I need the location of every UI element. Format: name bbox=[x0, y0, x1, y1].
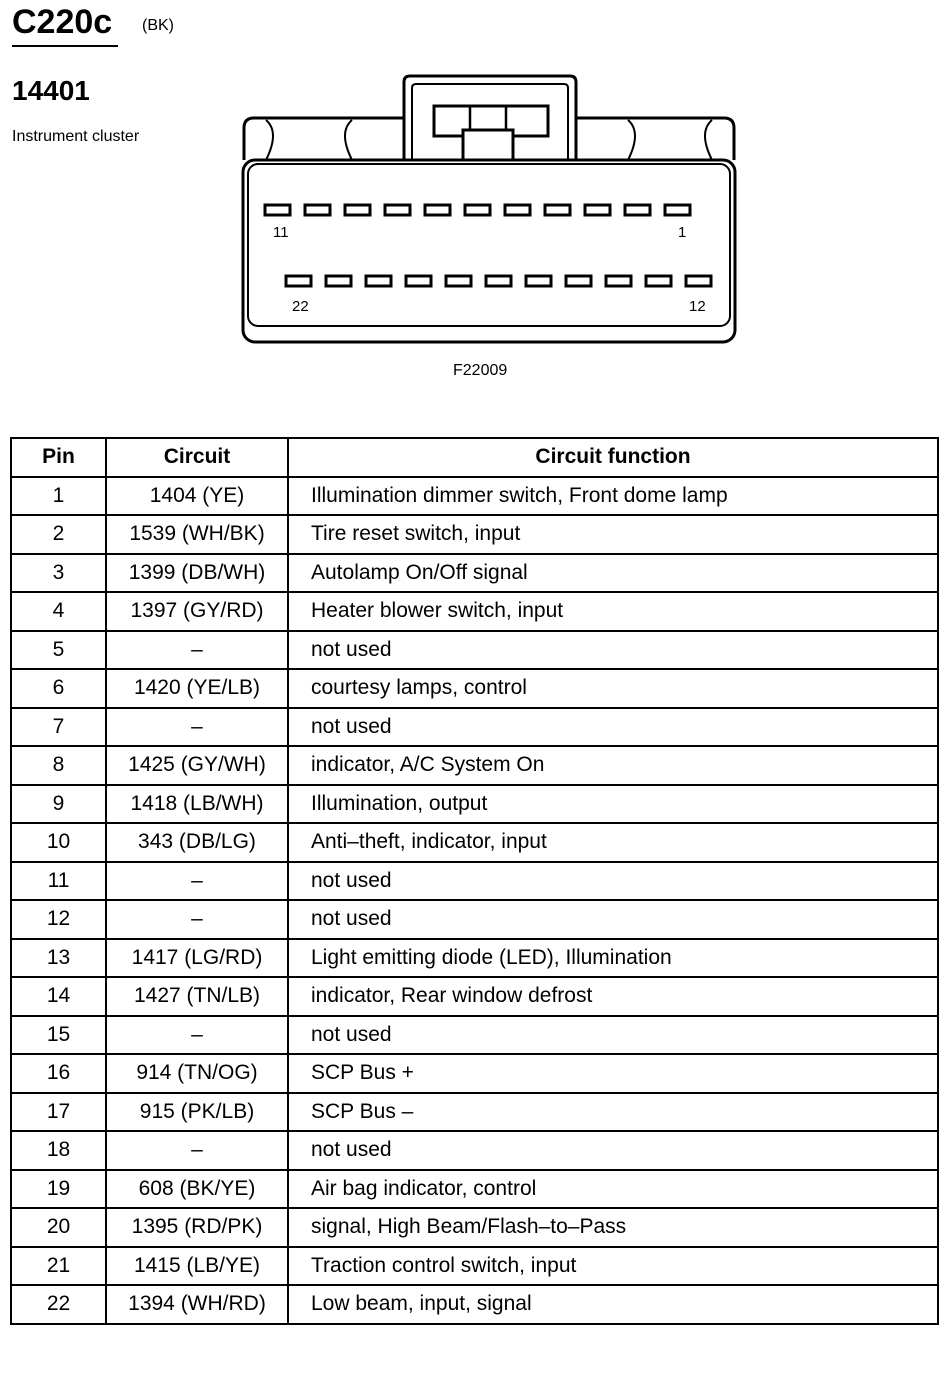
circuit-cell: 1417 (LG/RD) bbox=[106, 939, 288, 978]
pin-cell: 19 bbox=[11, 1170, 106, 1209]
table-row bbox=[11, 785, 938, 824]
circuit-cell: 1415 (LB/YE) bbox=[106, 1247, 288, 1286]
table-row bbox=[11, 554, 938, 593]
function-cell: signal, High Beam/Flash–to–Pass bbox=[288, 1208, 938, 1247]
pin-label-12: 12 bbox=[689, 298, 706, 315]
table-row bbox=[11, 1054, 938, 1093]
connector-color: (BK) bbox=[142, 17, 174, 34]
part-number: 14401 bbox=[12, 75, 90, 106]
function-cell: not used bbox=[288, 1016, 938, 1055]
function-cell: Air bag indicator, control bbox=[288, 1170, 938, 1209]
function-cell: SCP Bus + bbox=[288, 1054, 938, 1093]
function-cell: SCP Bus – bbox=[288, 1093, 938, 1132]
circuit-cell: – bbox=[106, 862, 288, 901]
circuit-cell: 1395 (RD/PK) bbox=[106, 1208, 288, 1247]
pin-cell: 20 bbox=[11, 1208, 106, 1247]
circuit-cell: 1539 (WH/BK) bbox=[106, 515, 288, 554]
circuit-cell: 1399 (DB/WH) bbox=[106, 554, 288, 593]
circuit-cell: – bbox=[106, 708, 288, 747]
table-row bbox=[11, 823, 938, 862]
pin-cell: 4 bbox=[11, 592, 106, 631]
table-row bbox=[11, 708, 938, 747]
figure-id: F22009 bbox=[453, 362, 508, 379]
table-row bbox=[11, 1131, 938, 1170]
circuit-cell: – bbox=[106, 900, 288, 939]
pin-cell: 13 bbox=[11, 939, 106, 978]
circuit-cell: 914 (TN/OG) bbox=[106, 1054, 288, 1093]
table-row bbox=[11, 669, 938, 708]
table-row bbox=[11, 746, 938, 785]
circuit-cell: 915 (PK/LB) bbox=[106, 1093, 288, 1132]
pin-cell: 8 bbox=[11, 746, 106, 785]
function-cell: not used bbox=[288, 900, 938, 939]
pin-cell: 1 bbox=[11, 477, 106, 516]
table-row bbox=[11, 1208, 938, 1247]
function-cell: Illumination, output bbox=[288, 785, 938, 824]
function-cell: not used bbox=[288, 862, 938, 901]
top-row-pins bbox=[265, 205, 690, 215]
function-cell: Anti–theft, indicator, input bbox=[288, 823, 938, 862]
circuit-cell: 1427 (TN/LB) bbox=[106, 977, 288, 1016]
circuit-cell: 1425 (GY/WH) bbox=[106, 746, 288, 785]
pin-cell: 12 bbox=[11, 900, 106, 939]
title-underline bbox=[12, 45, 118, 47]
function-cell: Low beam, input, signal bbox=[288, 1285, 938, 1324]
table-row bbox=[11, 515, 938, 554]
table-row bbox=[11, 977, 938, 1016]
pin-cell: 16 bbox=[11, 1054, 106, 1093]
pin-label-11: 11 bbox=[273, 224, 289, 241]
circuit-cell: 343 (DB/LG) bbox=[106, 823, 288, 862]
function-cell: indicator, Rear window defrost bbox=[288, 977, 938, 1016]
circuit-cell: 1394 (WH/RD) bbox=[106, 1285, 288, 1324]
pin-cell: 17 bbox=[11, 1093, 106, 1132]
table-row bbox=[11, 939, 938, 978]
circuit-cell: – bbox=[106, 1016, 288, 1055]
component-description: Instrument cluster bbox=[12, 128, 140, 145]
table-row bbox=[11, 1247, 938, 1286]
table-row bbox=[11, 1170, 938, 1209]
circuit-cell: – bbox=[106, 1131, 288, 1170]
function-cell: not used bbox=[288, 708, 938, 747]
pin-cell: 5 bbox=[11, 631, 106, 670]
pin-cell: 21 bbox=[11, 1247, 106, 1286]
pin-cell: 15 bbox=[11, 1016, 106, 1055]
bottom-row-pins bbox=[286, 276, 711, 286]
pin-cell: 10 bbox=[11, 823, 106, 862]
circuit-cell: 1418 (LB/WH) bbox=[106, 785, 288, 824]
table-row bbox=[11, 631, 938, 670]
table-row bbox=[11, 477, 938, 516]
pin-cell: 7 bbox=[11, 708, 106, 747]
connector-id: C220c bbox=[12, 3, 113, 41]
circuit-cell: 1420 (YE/LB) bbox=[106, 669, 288, 708]
pin-cell: 6 bbox=[11, 669, 106, 708]
pin-cell: 18 bbox=[11, 1131, 106, 1170]
table-row bbox=[11, 900, 938, 939]
header-function: Circuit function bbox=[288, 438, 938, 477]
header-circuit: Circuit bbox=[106, 438, 288, 477]
pin-cell: 22 bbox=[11, 1285, 106, 1324]
pin-cell: 11 bbox=[11, 862, 106, 901]
function-cell: Traction control switch, input bbox=[288, 1247, 938, 1286]
pin-cell: 9 bbox=[11, 785, 106, 824]
pin-label-22: 22 bbox=[292, 298, 309, 315]
function-cell: not used bbox=[288, 1131, 938, 1170]
connector-face-diagram bbox=[240, 72, 740, 347]
pin-cell: 3 bbox=[11, 554, 106, 593]
circuit-cell: – bbox=[106, 631, 288, 670]
function-cell: courtesy lamps, control bbox=[288, 669, 938, 708]
header-pin: Pin bbox=[11, 438, 106, 477]
circuit-cell: 1404 (YE) bbox=[106, 477, 288, 516]
table-row bbox=[11, 1016, 938, 1055]
table-row bbox=[11, 862, 938, 901]
function-cell: indicator, A/C System On bbox=[288, 746, 938, 785]
table-row bbox=[11, 1093, 938, 1132]
function-cell: Autolamp On/Off signal bbox=[288, 554, 938, 593]
function-cell: not used bbox=[288, 631, 938, 670]
table-header-row bbox=[11, 438, 938, 477]
table-row bbox=[11, 1285, 938, 1324]
function-cell: Illumination dimmer switch, Front dome lamp bbox=[288, 477, 938, 516]
circuit-cell: 1397 (GY/RD) bbox=[106, 592, 288, 631]
function-cell: Light emitting diode (LED), Illumination bbox=[288, 939, 938, 978]
function-cell: Heater blower switch, input bbox=[288, 592, 938, 631]
pin-cell: 2 bbox=[11, 515, 106, 554]
pinout-table bbox=[10, 437, 939, 1325]
pin-cell: 14 bbox=[11, 977, 106, 1016]
pin-label-1: 1 bbox=[678, 224, 687, 241]
table-row bbox=[11, 592, 938, 631]
circuit-cell: 608 (BK/YE) bbox=[106, 1170, 288, 1209]
function-cell: Tire reset switch, input bbox=[288, 515, 938, 554]
